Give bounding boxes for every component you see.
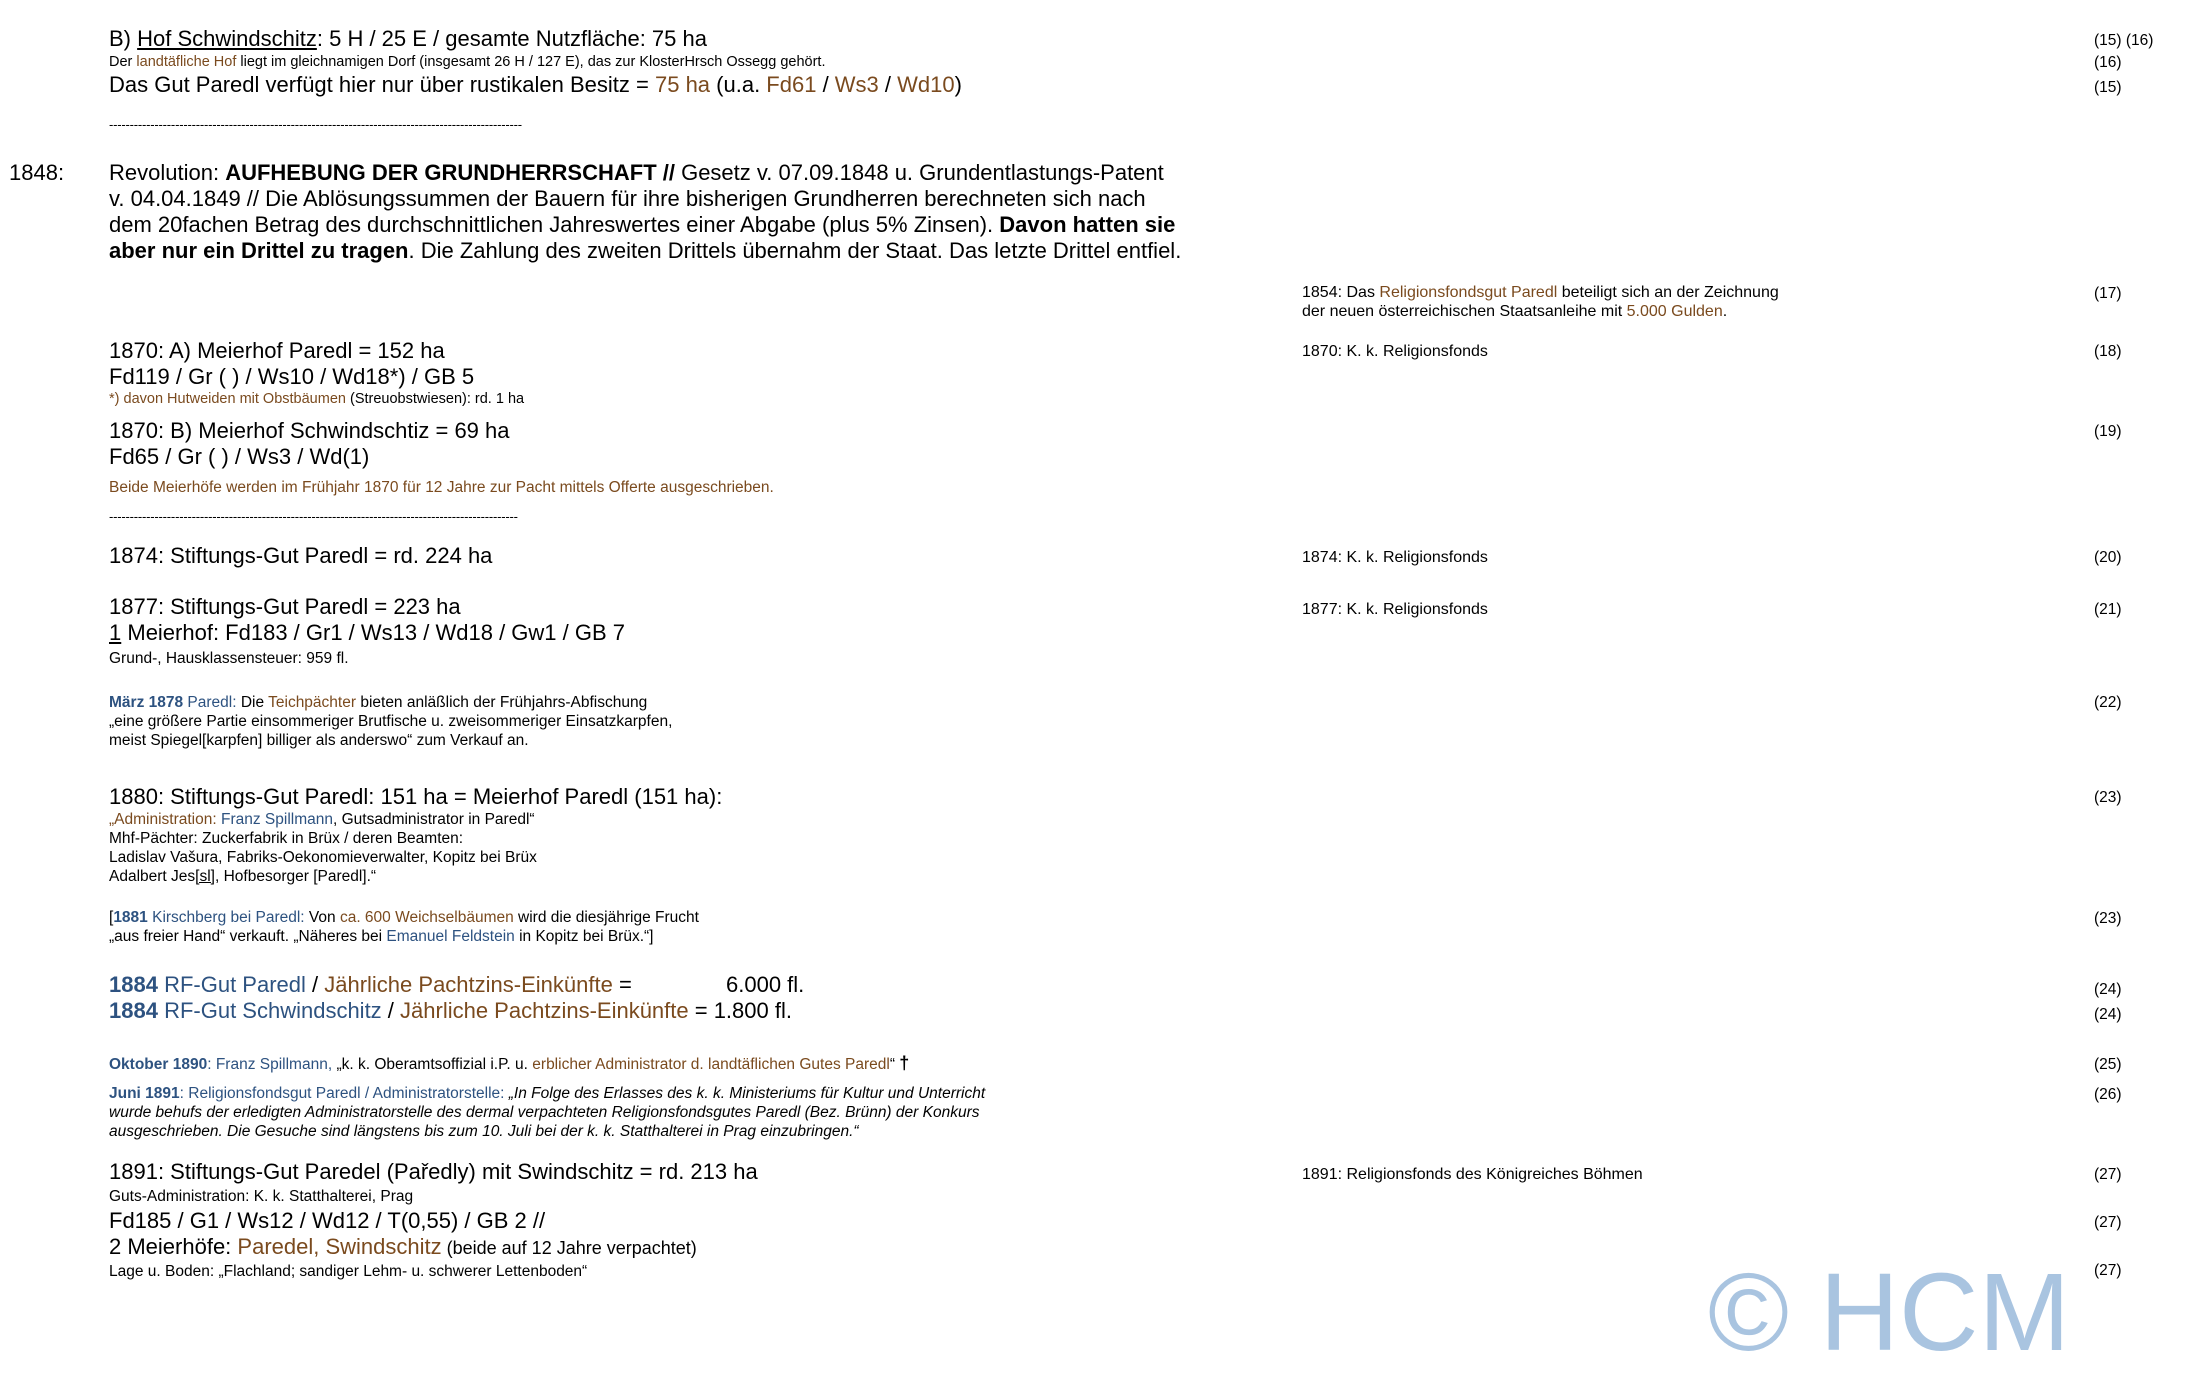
meierhof-paredl-1870-parcels: Fd119 / Gr ( ) / Ws10 / Wd18*) / GB 5 <box>109 364 475 389</box>
reference-15-16: (15) (16) <box>2094 32 2154 49</box>
stiftungs-gut-1877-meierhof: 1 Meierhof: Fd183 / Gr1 / Ws13 / Wd18 / Gw1 / GB 7 <box>109 620 625 645</box>
maerz-1878-line-2: „eine größere Partie einsommeriger Brutfische u. zweisommeriger Einsatzkarpfen, <box>109 713 673 730</box>
rf-gut-paredl-1884: 1884 RF-Gut Paredl / Jährliche Pachtzins-Einkünfte = <box>109 972 632 997</box>
note-1877: 1877: K. k. Religionsfonds <box>1302 601 1488 618</box>
separator-1: ---------------------------------------------------------------------------------------------------- <box>109 118 522 132</box>
meierhoefe-lease-note: Beide Meierhöfe werden im Frühjahr 1870 für 12 Jahre zur Pacht mittels Offerte ausgeschrieben. <box>109 479 774 496</box>
stiftungs-gut-1891-meierhoefe: 2 Meierhöfe: Paredel, Swindschitz (beide auf 12 Jahre verpachtet) <box>109 1234 697 1259</box>
separator-2: --------------------------------------------------------------------------------------------------- <box>109 510 518 524</box>
reference-19: (19) <box>2094 423 2122 440</box>
revolution-line-3: dem 20fachen Betrag des durchschnittlichen Jahreswertes einer Abgabe (plus 5% Zinsen). Davon hatten sie <box>109 212 1176 237</box>
stiftungs-gut-1891-admin: Guts-Administration: K. k. Statthalterei, Prag <box>109 1188 414 1205</box>
year-1848: 1848: <box>9 160 65 185</box>
stiftungs-gut-1880-jessl: Adalbert Jes[sl], Hofbesorger [Paredl].“ <box>109 868 377 885</box>
reference-24-b: (24) <box>2094 1006 2122 1023</box>
juni-1891-line-1: Juni 1891: Religionsfondsgut Paredl / Administratorstelle: „In Folge des Erlasses des k. k. Ministeriums für Kultur und Unterricht <box>109 1085 986 1102</box>
reference-16: (16) <box>2094 54 2122 71</box>
gut-paredl-rustical: Das Gut Paredl verfügt hier nur über rustikalen Besitz = 75 ha (u.a. Fd61 / Ws3 / Wd10) <box>109 72 962 97</box>
meierhof-paredl-1870-footnote: *) davon Hutweiden mit Obstbäumen (Streuobstwiesen): rd. 1 ha <box>109 391 525 407</box>
kirschberg-1881-line-1: [1881 Kirschberg bei Paredl: Von ca. 600 Weichselbäumen wird die diesjährige Frucht <box>109 909 699 926</box>
kirschberg-1881-line-2: „aus freier Hand“ verkauft. „Näheres bei Emanuel Feldstein in Kopitz bei Brüx.“] <box>109 928 654 945</box>
stiftungs-gut-1874: 1874: Stiftungs-Gut Paredl = rd. 224 ha <box>109 543 493 568</box>
reference-15: (15) <box>2094 79 2122 96</box>
rf-gut-schwindschitz-1884: 1884 RF-Gut Schwindschitz / Jährliche Pachtzins-Einkünfte = 1.800 fl. <box>109 998 792 1023</box>
revolution-line-4: aber nur ein Drittel zu tragen. Die Zahlung des zweiten Drittels übernahm der Staat. Das letzte Drittel entfiel. <box>109 238 1182 263</box>
note-1874: 1874: K. k. Religionsfonds <box>1302 549 1488 566</box>
death-cross-icon: † <box>899 1053 910 1073</box>
juni-1891-line-2: wurde behufs der erledigten Administratorstelle des dermal verpachteten Religionsfondsgutes Paredl (Bez. Brünn) der Konkurs <box>109 1104 980 1121</box>
stiftungs-gut-1877: 1877: Stiftungs-Gut Paredl = 223 ha <box>109 594 461 619</box>
stiftungs-gut-1880-vasura: Ladislav Vašura, Fabriks-Oekonomieverwalter, Kopitz bei Brüx <box>109 849 537 866</box>
stiftungs-gut-1880-admin: „Administration: Franz Spillmann, Gutsadministrator in Paredl“ <box>109 811 535 828</box>
reference-18: (18) <box>2094 343 2122 360</box>
note-1854-line-2: der neuen österreichischen Staatsanleihe mit 5.000 Gulden. <box>1302 303 1728 320</box>
revolution-line-1: Revolution: AUFHEBUNG DER GRUNDHERRSCHAFT // Gesetz v. 07.09.1848 u. Grundentlastungs-Patent <box>109 160 1164 185</box>
meierhof-schwindschtiz-1870: 1870: B) Meierhof Schwindschtiz = 69 ha <box>109 418 510 443</box>
stiftungs-gut-1891-soil: Lage u. Boden: „Flachland; sandiger Lehm- u. schwerer Lettenboden“ <box>109 1263 588 1280</box>
reference-26: (26) <box>2094 1086 2122 1103</box>
reference-23-a: (23) <box>2094 789 2122 806</box>
stiftungs-gut-1880-lessee: Mhf-Pächter: Zuckerfabrik in Brüx / deren Beamten: <box>109 830 464 847</box>
reference-20: (20) <box>2094 549 2122 566</box>
maerz-1878-line-1: März 1878 Paredl: Die Teichpächter bieten anläßlich der Frühjahrs-Abfischung <box>109 694 648 711</box>
stiftungs-gut-1877-tax: Grund-, Hausklassensteuer: 959 fl. <box>109 650 349 667</box>
reference-21: (21) <box>2094 601 2122 618</box>
maerz-1878-line-3: meist Spiegel[karpfen] billiger als anderswo“ zum Verkauf an. <box>109 732 529 749</box>
reference-17: (17) <box>2094 285 2122 302</box>
copyright-watermark: © HCM <box>1708 1251 2071 1374</box>
hof-description: Der landtäfliche Hof liegt im gleichnamigen Dorf (insgesamt 26 H / 127 E), das zur KlosterHrsch Ossegg gehört. <box>109 54 826 70</box>
note-1854-line-1: 1854: Das Religionsfondsgut Paredl beteiligt sich an der Zeichnung <box>1302 284 1779 301</box>
reference-22: (22) <box>2094 694 2122 711</box>
stiftungs-gut-1891-parcels: Fd185 / G1 / Ws12 / Wd12 / T(0,55) / GB 2 // <box>109 1208 546 1233</box>
reference-27-c: (27) <box>2094 1262 2122 1279</box>
reference-27-a: (27) <box>2094 1166 2122 1183</box>
meierhof-paredl-1870: 1870: A) Meierhof Paredl = 152 ha <box>109 338 445 363</box>
reference-25: (25) <box>2094 1056 2122 1073</box>
revolution-line-2: v. 04.04.1849 // Die Ablösungssummen der Bauern für ihre bisherigen Grundherren berechneten sich nach <box>109 186 1146 211</box>
oktober-1890: Oktober 1890: Franz Spillmann, „k. k. Oberamtsoffizial i.P. u. erblicher Administrator d. landtäflichen Gutes Paredl“ † <box>109 1053 910 1073</box>
stiftungs-gut-1880: 1880: Stiftungs-Gut Paredl: 151 ha = Meierhof Paredl (151 ha): <box>109 784 723 809</box>
reference-24-a: (24) <box>2094 981 2122 998</box>
rf-gut-paredl-1884-value: 6.000 fl. <box>726 972 805 997</box>
note-1870: 1870: K. k. Religionsfonds <box>1302 343 1488 360</box>
hof-schwindschitz-heading: B) Hof Schwindschitz: 5 H / 25 E / gesamte Nutzfläche: 75 ha <box>109 26 707 51</box>
reference-27-b: (27) <box>2094 1214 2122 1231</box>
juni-1891-line-3: ausgeschrieben. Die Gesuche sind längstens bis zum 10. Juli bei der k. k. Statthalterei in Prag einzubringen.“ <box>109 1123 859 1140</box>
reference-23-b: (23) <box>2094 910 2122 927</box>
meierhof-schwindschtiz-1870-parcels: Fd65 / Gr ( ) / Ws3 / Wd(1) <box>109 444 370 469</box>
note-1891: 1891: Religionsfonds des Königreiches Böhmen <box>1302 1166 1643 1183</box>
stiftungs-gut-1891: 1891: Stiftungs-Gut Paredel (Paředly) mit Swindschitz = rd. 213 ha <box>109 1159 758 1184</box>
